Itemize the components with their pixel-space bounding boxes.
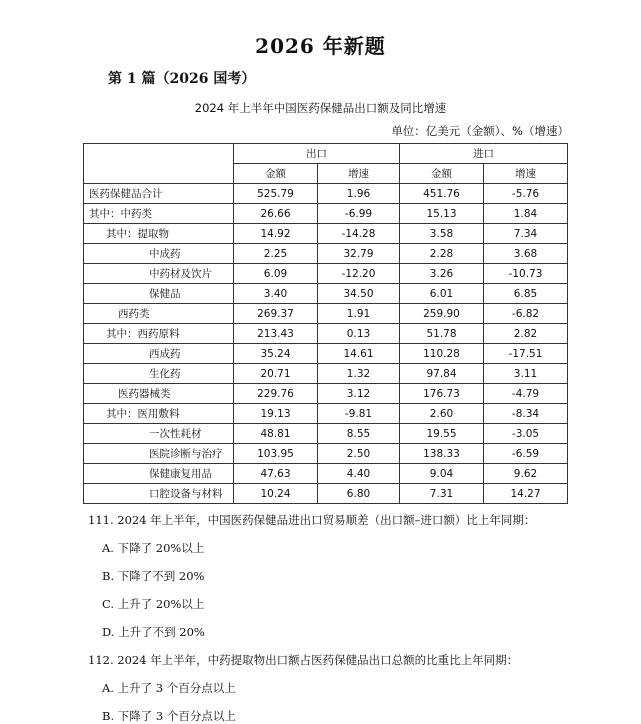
- import-amount-cell: 110.28: [400, 344, 484, 364]
- import-amount-cell: 15.13: [400, 204, 484, 224]
- import-growth-cell: 1.84: [484, 204, 568, 224]
- table-row: [84, 384, 568, 404]
- header-row-groups: [84, 144, 568, 164]
- import-amount-cell: 51.78: [400, 324, 484, 344]
- table-row: [84, 364, 568, 384]
- answer-option[interactable]: C. 上升了 20%以上: [102, 597, 205, 611]
- row-label: 其中：西药原料: [84, 324, 234, 344]
- export-amount-cell: 14.92: [234, 224, 318, 244]
- answer-option[interactable]: B. 下降了不到 20%: [102, 569, 205, 583]
- export-growth-cell: 3.12: [318, 384, 400, 404]
- row-label: 医药保健品合计: [84, 184, 234, 204]
- export-growth-cell: 34.50: [318, 284, 400, 304]
- export-amount-cell: 3.40: [234, 284, 318, 304]
- export-growth-cell: -9.81: [318, 404, 400, 424]
- export-growth-cell: 2.50: [318, 444, 400, 464]
- export-amount-cell: 10.24: [234, 484, 318, 504]
- import-growth-header: 增速: [484, 164, 568, 184]
- export-amount-cell: 269.37: [234, 304, 318, 324]
- page-title: 2026 年新题: [255, 34, 386, 58]
- corner-cell: [84, 144, 234, 184]
- export-growth-cell: 0.13: [318, 324, 400, 344]
- import-amount-cell: 7.31: [400, 484, 484, 504]
- export-amount-cell: 35.24: [234, 344, 318, 364]
- import-growth-cell: 6.85: [484, 284, 568, 304]
- import-amount-cell: 176.73: [400, 384, 484, 404]
- import-growth-cell: -4.79: [484, 384, 568, 404]
- row-label: 医药器械类: [84, 384, 234, 404]
- import-amount-cell: 3.26: [400, 264, 484, 284]
- export-amount-cell: 20.71: [234, 364, 318, 384]
- export-growth-cell: 6.80: [318, 484, 400, 504]
- import-growth-cell: 9.62: [484, 464, 568, 484]
- table-row: [84, 464, 568, 484]
- row-label: 其中：中药类: [84, 204, 234, 224]
- table-row: [84, 284, 568, 304]
- import-growth-cell: 3.11: [484, 364, 568, 384]
- table-row: [84, 424, 568, 444]
- row-label: 医院诊断与治疗: [84, 444, 234, 464]
- import-header: 进口: [400, 144, 568, 164]
- export-growth-cell: 8.55: [318, 424, 400, 444]
- import-growth-cell: -6.59: [484, 444, 568, 464]
- table-row: [84, 444, 568, 464]
- table-row: [84, 304, 568, 324]
- table-row: [84, 264, 568, 284]
- export-amount-cell: 19.13: [234, 404, 318, 424]
- table-body: [84, 184, 568, 504]
- table-row: [84, 224, 568, 244]
- import-growth-cell: -6.82: [484, 304, 568, 324]
- import-amount-cell: 451.76: [400, 184, 484, 204]
- export-amount-cell: 2.25: [234, 244, 318, 264]
- export-amount-cell: 525.79: [234, 184, 318, 204]
- import-amount-cell: 2.28: [400, 244, 484, 264]
- export-amount-cell: 213.43: [234, 324, 318, 344]
- export-growth-cell: 32.79: [318, 244, 400, 264]
- row-label: 一次性耗材: [84, 424, 234, 444]
- table-row: [84, 324, 568, 344]
- export-growth-cell: 14.61: [318, 344, 400, 364]
- row-label: 生化药: [84, 364, 234, 384]
- export-amount-cell: 48.81: [234, 424, 318, 444]
- export-amount-cell: 26.66: [234, 204, 318, 224]
- import-amount-cell: 3.58: [400, 224, 484, 244]
- section-title: 第 1 篇（2026 国考）: [108, 71, 256, 87]
- import-growth-cell: 7.34: [484, 224, 568, 244]
- import-amount-cell: 6.01: [400, 284, 484, 304]
- import-growth-cell: -5.76: [484, 184, 568, 204]
- row-label: 西成药: [84, 344, 234, 364]
- import-amount-cell: 9.04: [400, 464, 484, 484]
- table-title: 2024 年上半年中国医药保健品出口额及同比增速: [194, 101, 447, 115]
- export-growth-cell: -12.20: [318, 264, 400, 284]
- question-text: 111. 2024 年上半年，中国医药保健品进出口贸易顺差（出口额–进口额）比上年同期：: [88, 513, 536, 527]
- import-growth-cell: 14.27: [484, 484, 568, 504]
- answer-option[interactable]: A. 下降了 20%以上: [102, 541, 205, 555]
- export-header: 出口: [234, 144, 400, 164]
- row-label: 其中：提取物: [84, 224, 234, 244]
- table-row: [84, 204, 568, 224]
- import-growth-cell: -3.05: [484, 424, 568, 444]
- answer-option[interactable]: A. 上升了 3 个百分点以上: [102, 681, 236, 695]
- row-label: 口腔设备与材料: [84, 484, 234, 504]
- table-row: [84, 344, 568, 364]
- export-growth-cell: 1.91: [318, 304, 400, 324]
- row-label: 中成药: [84, 244, 234, 264]
- row-label: 保健品: [84, 284, 234, 304]
- export-growth-cell: 4.40: [318, 464, 400, 484]
- export-growth-cell: -14.28: [318, 224, 400, 244]
- data-table: [83, 143, 568, 504]
- export-growth-cell: 1.96: [318, 184, 400, 204]
- import-amount-cell: 259.90: [400, 304, 484, 324]
- export-amount-cell: 229.76: [234, 384, 318, 404]
- answer-option[interactable]: B. 下降了 3 个百分点以上: [102, 709, 236, 723]
- export-growth-header: 增速: [318, 164, 400, 184]
- export-amount-cell: 103.95: [234, 444, 318, 464]
- export-amount-cell: 47.63: [234, 464, 318, 484]
- import-growth-cell: 3.68: [484, 244, 568, 264]
- import-amount-cell: 19.55: [400, 424, 484, 444]
- row-label: 其中：医用敷料: [84, 404, 234, 424]
- table-row: [84, 184, 568, 204]
- table-row: [84, 484, 568, 504]
- import-growth-cell: -17.51: [484, 344, 568, 364]
- unit-note: 单位：亿美元（金额）、%（增速）: [391, 124, 569, 138]
- row-label: 保健康复用品: [84, 464, 234, 484]
- export-amount-header: 金额: [234, 164, 318, 184]
- export-amount-cell: 6.09: [234, 264, 318, 284]
- row-label: 西药类: [84, 304, 234, 324]
- import-amount-cell: 2.60: [400, 404, 484, 424]
- import-amount-cell: 138.33: [400, 444, 484, 464]
- export-growth-cell: 1.32: [318, 364, 400, 384]
- row-label: 中药材及饮片: [84, 264, 234, 284]
- import-growth-cell: -8.34: [484, 404, 568, 424]
- import-amount-cell: 97.84: [400, 364, 484, 384]
- import-growth-cell: 2.82: [484, 324, 568, 344]
- table-row: [84, 244, 568, 264]
- answer-option[interactable]: D. 上升了不到 20%: [102, 625, 205, 639]
- import-growth-cell: -10.73: [484, 264, 568, 284]
- import-amount-header: 金额: [400, 164, 484, 184]
- question-text: 112. 2024 年上半年，中药提取物出口额占医药保健品出口总额的比重比上年同期：: [88, 653, 519, 667]
- export-growth-cell: -6.99: [318, 204, 400, 224]
- table-row: [84, 404, 568, 424]
